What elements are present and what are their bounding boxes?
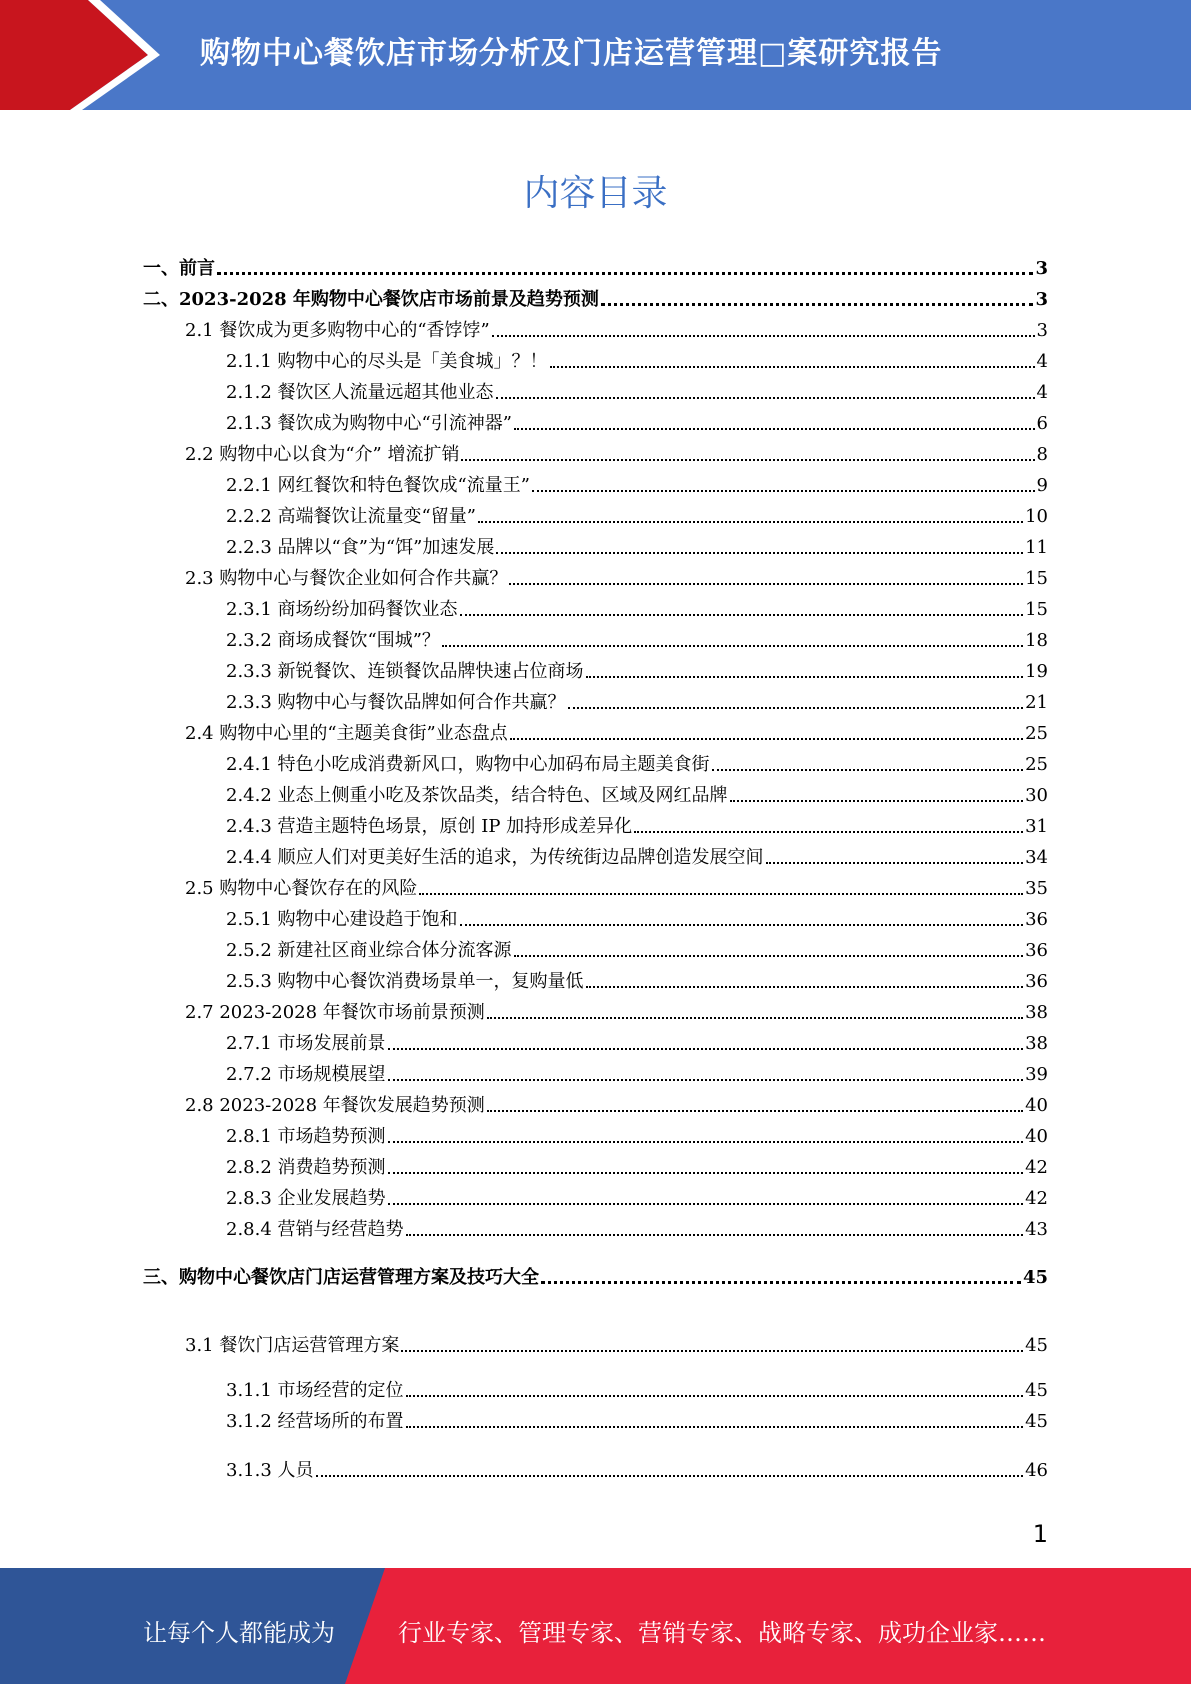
dot-leader [442,645,1023,647]
toc-entry-page: 38 [1025,1033,1048,1054]
toc-entry-label: 3.1.3 人员 [226,1460,314,1481]
toc-entry[interactable] [226,380,1048,406]
toc-entry-label: 2.8 2023-2028 年餐饮发展趋势预测 [185,1095,485,1116]
toc-entry-label: 2.1.1 购物中心的尽头是「美食城」？！ [226,351,548,372]
toc-entry[interactable] [185,1000,1048,1026]
toc-entry-page: 45 [1022,1267,1048,1288]
toc-entry-page: 36 [1025,971,1048,992]
toc-entry[interactable] [226,659,1048,685]
toc-entry-page: 10 [1025,506,1048,527]
toc-entry[interactable] [143,287,1048,313]
toc-entry-label: 3.1.1 市场经营的定位 [226,1380,404,1401]
toc-entry-label: 2.2 购物中心以食为“介” 增流扩销 [185,444,460,465]
dot-leader [568,707,1024,709]
toc-entry-page: 11 [1025,537,1048,558]
toc-entry-label: 2.3.1 商场纷纷加码餐饮业态 [226,599,458,620]
toc-entry-label: 2.8.1 市场趋势预测 [226,1126,386,1147]
toc-entry[interactable] [185,721,1048,747]
dot-leader [460,614,1024,616]
toc-entry-label: 2.8.2 消费趋势预测 [226,1157,386,1178]
dot-leader [492,335,1035,337]
toc-entry[interactable] [226,473,1048,499]
dot-leader [586,676,1024,678]
toc-entry-label: 2.7.1 市场发展前景 [226,1033,386,1054]
toc-entry-label: 2.7 2023-2028 年餐饮市场前景预测 [185,1002,485,1023]
toc-entry-page: 36 [1025,909,1048,930]
toc-entry-page: 19 [1025,661,1048,682]
toc-entry-page: 39 [1025,1064,1048,1085]
toc-entry-page: 46 [1025,1460,1048,1481]
dot-leader [541,1281,1021,1284]
toc-entry-page: 8 [1036,444,1048,465]
toc-entry[interactable] [226,1458,1048,1484]
dot-leader [388,1079,1024,1081]
toc-entry-label: 2.3.3 新锐餐饮、连锁餐饮品牌快速占位商场 [226,661,584,682]
toc-entry[interactable] [226,1186,1048,1212]
dot-leader [406,1234,1024,1236]
toc-entry[interactable] [226,504,1048,530]
toc-entry[interactable] [185,318,1048,344]
dot-leader [406,1426,1024,1428]
toc-entry[interactable] [226,907,1048,933]
toc-entry-page: 4 [1036,351,1048,372]
toc-entry-page: 40 [1025,1126,1048,1147]
dot-leader [601,303,1034,306]
toc-entry[interactable] [143,1265,1048,1291]
toc-entry-label: 2.8.4 营销与经营趋势 [226,1219,404,1240]
toc-entry-label: 2.3 购物中心与餐饮企业如何合作共赢？ [185,568,508,589]
toc-entry-page: 42 [1025,1157,1048,1178]
toc-entry-page: 15 [1025,568,1048,589]
dot-leader [487,1110,1023,1112]
dot-leader [388,1048,1024,1050]
toc-entry-label: 2.1.2 餐饮区人流量远超其他业态 [226,382,494,403]
toc-entry-label: 2.5.1 购物中心建设趋于饱和 [226,909,458,930]
dot-leader [419,893,1023,895]
toc-entry-label: 一、前言 [143,258,215,279]
dot-leader [461,459,1034,461]
toc-entry-label: 2.1.3 餐饮成为购物中心“引流神器” [226,413,512,434]
page-number: 1 [1032,1520,1048,1548]
toc-entry-page: 35 [1025,878,1048,899]
toc-entry[interactable] [143,256,1048,282]
toc-entry[interactable] [185,876,1048,902]
toc-entry-label: 2.4 购物中心里的“主题美食街”业态盘点 [185,723,508,744]
toc-entry-label: 2.3.2 商场成餐饮“围城”？ [226,630,440,651]
toc-entry-page: 25 [1025,754,1048,775]
toc-entry-label: 2.2.3 品牌以“食”为“饵”加速发展 [226,537,495,558]
toc-entry-label: 2.4.4 顺应人们对更美好生活的追求，为传统街边品牌创造发展空间 [226,847,764,868]
toc-entry-label: 2.4.2 业态上侧重小吃及茶饮品类，结合特色、区域及网红品牌 [226,785,728,806]
toc-entry-page: 45 [1025,1335,1048,1356]
dot-leader [388,1172,1024,1174]
toc-entry-page: 40 [1025,1095,1048,1116]
toc-entry-label: 3.1 餐饮门店运营管理方案 [185,1335,400,1356]
toc-entry-label: 2.5.3 购物中心餐饮消费场景单一，复购量低 [226,971,584,992]
toc-entry-label: 2.3.3 购物中心与餐饮品牌如何合作共赢？ [226,692,566,713]
toc-entry-page: 31 [1025,816,1048,837]
toc-entry-label: 2.5.2 新建社区商业综合体分流客源 [226,940,512,961]
toc-entry[interactable] [226,411,1048,437]
toc-entry-label: 2.8.3 企业发展趋势 [226,1188,386,1209]
toc-entry-label: 三、购物中心餐饮店门店运营管理方案及技巧大全 [143,1267,539,1288]
toc-entry-page: 3 [1035,289,1048,310]
toc-entry-page: 25 [1025,723,1048,744]
dot-leader [510,738,1023,740]
toc-entry-page: 34 [1025,847,1048,868]
toc-entry-page: 43 [1025,1219,1048,1240]
footer-slogan-left: 让每个人都能成为 [143,1619,335,1647]
toc-entry[interactable] [226,783,1048,809]
toc-entry-page: 21 [1025,692,1048,713]
toc-entry[interactable] [226,845,1048,871]
toc-entry-page: 45 [1025,1411,1048,1432]
toc-entry-page: 15 [1025,599,1048,620]
report-title: 购物中心餐饮店市场分析及门店运营管理□案研究报告 [200,36,943,71]
toc-entry[interactable] [226,1155,1048,1181]
toc-entry[interactable] [226,690,1048,716]
toc-entry-label: 2.4.1 特色小吃成消费新风口，购物中心加码布局主题美食街 [226,754,710,775]
toc-entry[interactable] [185,442,1048,468]
dot-leader [460,924,1024,926]
dot-leader [496,397,1035,399]
dot-leader [406,1395,1024,1397]
toc-entry-label: 3.1.2 经营场所的布置 [226,1411,404,1432]
toc-entry-page: 36 [1025,940,1048,961]
dot-leader [478,521,1023,523]
toc-entry[interactable] [226,1124,1048,1150]
toc-entry[interactable] [226,1378,1048,1404]
toc-entry[interactable] [226,938,1048,964]
toc-entry-label: 2.4.3 营造主题特色场景，原创 IP 加持形成差异化 [226,816,633,837]
toc-title: 内容目录 [523,173,668,214]
toc-entry-page: 45 [1025,1380,1048,1401]
toc-entry-page: 9 [1036,475,1048,496]
toc-entry[interactable] [226,814,1048,840]
toc-entry-label: 2.2.2 高端餐饮让流量变“留量” [226,506,476,527]
toc-entry-page: 4 [1036,382,1048,403]
dot-leader [514,955,1024,957]
toc-entry[interactable] [226,969,1048,995]
dot-leader [766,862,1024,864]
toc-entry[interactable] [226,752,1048,778]
toc-entry[interactable] [185,1333,1048,1359]
dot-leader [217,272,1033,275]
toc-entry[interactable] [226,535,1048,561]
toc-entry[interactable] [226,597,1048,623]
toc-entry[interactable] [185,1093,1048,1119]
toc-entry[interactable] [226,349,1048,375]
footer-banner [0,1568,1191,1684]
toc-entry-page: 18 [1025,630,1048,651]
dot-leader [532,490,1035,492]
dot-leader [487,1017,1023,1019]
toc-entry-page: 42 [1025,1188,1048,1209]
dot-leader [509,583,1023,585]
dot-leader [316,1475,1024,1477]
toc-entry-label: 二、2023-2028 年购物中心餐饮店市场前景及趋势预测 [143,289,599,310]
dot-leader [514,428,1035,430]
dot-leader [586,986,1024,988]
dot-leader [712,769,1024,771]
dot-leader [401,1350,1023,1352]
toc-entry-page: 3 [1036,320,1048,341]
dot-leader [388,1203,1024,1205]
dot-leader [388,1141,1024,1143]
toc-entry-page: 6 [1036,413,1048,434]
toc-entry[interactable] [226,1031,1048,1057]
toc-entry-label: 2.2.1 网红餐饮和特色餐饮成“流量王” [226,475,530,496]
dot-leader [550,366,1035,368]
footer-slogan-right: 行业专家、管理专家、营销专家、战略专家、成功企业家…… [398,1619,1046,1647]
toc-entry[interactable] [226,1062,1048,1088]
toc-entry[interactable] [226,1409,1048,1435]
toc-entry-label: 2.5 购物中心餐饮存在的风险 [185,878,418,899]
toc-entry-label: 2.1 餐饮成为更多购物中心的“香饽饽” [185,320,490,341]
toc-entry-page: 3 [1035,258,1048,279]
dot-leader [634,831,1023,833]
toc-entry[interactable] [226,1217,1048,1243]
dot-leader [730,800,1024,802]
toc-entry-page: 30 [1025,785,1048,806]
dot-leader [496,552,1023,554]
toc-entry-page: 38 [1025,1002,1048,1023]
toc-entry[interactable] [185,566,1048,592]
toc-entry-label: 2.7.2 市场规模展望 [226,1064,386,1085]
toc-entry[interactable] [226,628,1048,654]
